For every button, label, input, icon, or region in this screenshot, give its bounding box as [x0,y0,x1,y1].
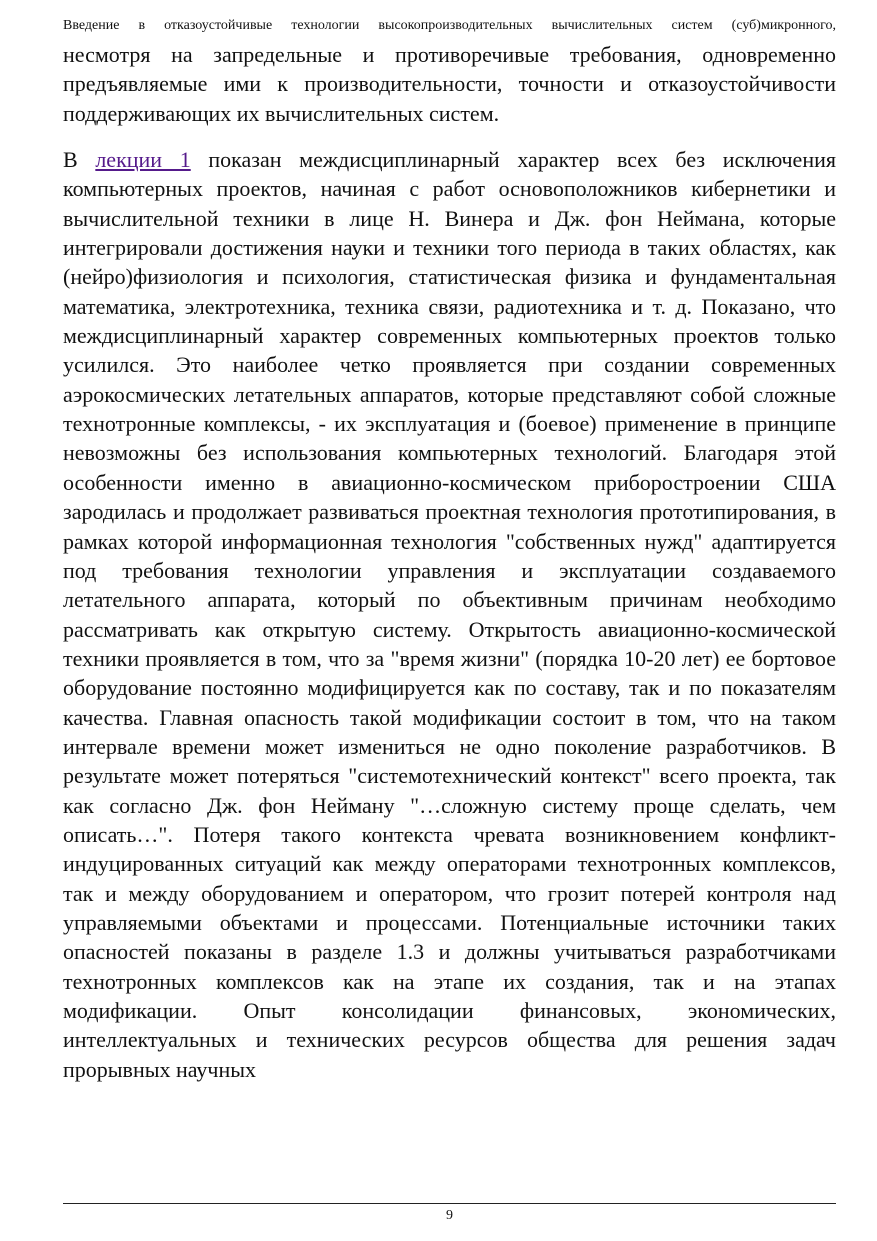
running-header: Введение в отказоустойчивые технологии высокопроизводительных вычислительных систем (суб)микронного, [63,18,836,33]
paragraph-continued: несмотря на запредельные и противоречивые требования, одновременно предъявляемые ими к производительности, точности и отказоустойчивости поддерживающих их вычислительных систем. [63,42,836,126]
document-page [63,0,836,1084]
footer-divider [63,1203,836,1204]
paragraph-main [63,145,836,1084]
lecture-1-link[interactable]: лекции 1 [95,147,191,173]
paragraph-body: показан междисциплинарный характер всех без исключения компьютерных проектов, начиная с работ основоположников кибернетики и вычислительной техники в лице Н. Винера и Дж. фон Неймана, которые интегрировали достижения науки и техники того периода в таких областях, как (нейро)физиология и психология, статистическая физика и фундаментальная математика, электротехника, техника связи, радиотехника и т. д. Показано, что междисциплинарный характер современных компьютерных проектов только усилился. Это наиболее четко проявляется при создании современных аэрокосмических летательных аппаратов, которые представляют собой сложные технотронные комплексы, - их эксплуатация и (боевое) применение в принципе невозможны без использования компьютерных технологий. Благодаря этой особенности именно в авиационно-космическом приборостроении США зародилась и продолжает развиваться проектная технология прототипирования, в рамках которой информационная технология "собственных нужд" адаптируется под требования технологии управления и эксплуатации создаваемого летательного аппарата, который по объективным причинам необходимо рассматривать как открытую систему. Открытость авиационно-космической техники проявляется в том, что за "время жизни" (порядка 10-20 лет) ее бортовое оборудование постоянно модифицируется как по составу, так и по показателям качества. Главная опасность такой модификации состоит в том, что на таком интервале времени может измениться не одно поколение разработчиков. В результате может потеряться "системотехнический контекст" всего проекта, так как согласно Дж. фон Нейману "…сложную систему проще сделать, чем описать…". Потеря такого контекста чревата возникновением конфликт-индуцированных ситуаций как между операторами технотронных комплексов, так и между оборудованием и оператором, что грозит потерей контроля над управляемыми объектами и процессами. Потенциальные источники таких опасностей показаны в разделе 1.3 и должны учитываться разработчиками технотронных комплексов как на этапе их создания, так и на этапах модификации. Опыт консолидации финансовых, экономических, интеллектуальных и технических ресурсов общества для решения задач прорывных научных [63,147,836,1082]
page-number: 9 [446,1208,453,1223]
paragraph-prefix: В [63,147,96,173]
